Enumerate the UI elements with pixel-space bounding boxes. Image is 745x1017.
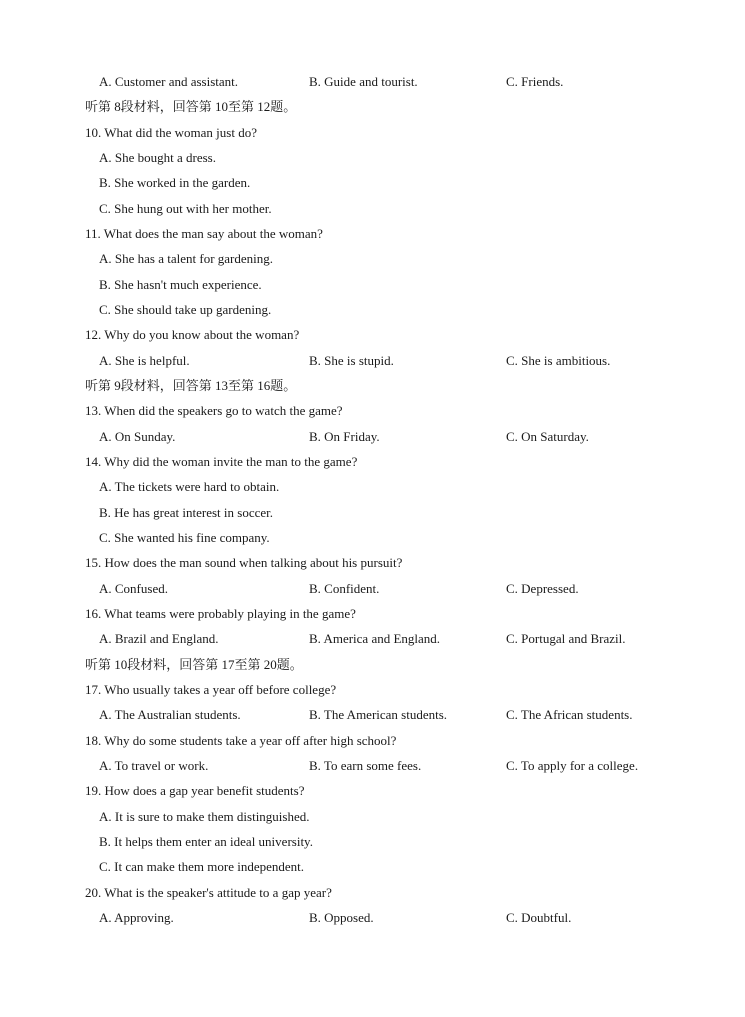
question: 13. When did the speakers go to watch the game? (85, 403, 343, 418)
option-line-a: A. To travel or work. (99, 758, 209, 773)
question: 11. What does the man say about the woman? (85, 226, 323, 241)
option-line-a: A. She is helpful. (99, 353, 190, 368)
option-line-b: B. Guide and tourist. (309, 74, 418, 89)
option-line-a: A. Customer and assistant. (99, 74, 239, 89)
option-line-c: C. Portugal and Brazil. (506, 631, 626, 646)
option-line-c: C. Doubtful. (506, 910, 572, 925)
option-line-a: A. The Australian students. (99, 707, 241, 722)
question: 14. Why did the woman invite the man to the game? (85, 454, 358, 469)
section-heading: 听第 9段材料，回答第 13至第 16题。 (85, 378, 297, 393)
option: A. She bought a dress. (99, 150, 216, 165)
option-line-b: B. The American students. (309, 707, 448, 722)
question: 19. How does a gap year benefit students? (85, 783, 305, 798)
option-line-b: B. She is stupid. (309, 353, 394, 368)
option: C. She wanted his fine company. (99, 530, 270, 545)
option-line-c: C. Friends. (506, 74, 564, 89)
option: B. She worked in the garden. (99, 175, 251, 190)
question: 20. What is the speaker's attitude to a gap year? (85, 885, 332, 900)
option-line-b: B. Opposed. (309, 910, 374, 925)
option: A. The tickets were hard to obtain. (99, 479, 280, 494)
option-line-c: C. On Saturday. (506, 429, 589, 444)
option-line-a: A. Approving. (99, 910, 174, 925)
question: 10. What did the woman just do? (85, 125, 257, 140)
option-line-a: A. Brazil and England. (99, 631, 219, 646)
option-line-b: B. Confident. (309, 581, 380, 596)
option-line-b: B. America and England. (309, 631, 441, 646)
option-line-c: C. The African students. (506, 707, 633, 722)
question: 12. Why do you know about the woman? (85, 327, 300, 342)
option: C. She hung out with her mother. (99, 201, 272, 216)
option: A. It is sure to make them distinguished. (99, 809, 310, 824)
option: C. She should take up gardening. (99, 302, 272, 317)
option: B. It helps them enter an ideal university. (99, 834, 313, 849)
option-line-b: B. On Friday. (309, 429, 380, 444)
question: 16. What teams were probably playing in the game? (85, 606, 356, 621)
option-line-a: A. Confused. (99, 581, 168, 596)
option: C. It can make them more independent. (99, 859, 305, 874)
section-heading: 听第 8段材料，回答第 10至第 12题。 (85, 99, 297, 114)
option-line-c: C. Depressed. (506, 581, 579, 596)
option: B. She hasn't much experience. (99, 277, 262, 292)
option-line-c: C. To apply for a college. (506, 758, 639, 773)
question: 18. Why do some students take a year off after high school? (85, 733, 397, 748)
question: 17. Who usually takes a year off before college? (85, 682, 337, 697)
option-line-b: B. To earn some fees. (309, 758, 422, 773)
option-line-c: C. She is ambitious. (506, 353, 611, 368)
section-heading: 听第 10段材料，回答第 17至第 20题。 (85, 657, 303, 672)
option: A. She has a talent for gardening. (99, 251, 274, 266)
option-line-a: A. On Sunday. (99, 429, 176, 444)
question: 15. How does the man sound when talking about his pursuit? (85, 555, 403, 570)
option: B. He has great interest in soccer. (99, 505, 273, 520)
